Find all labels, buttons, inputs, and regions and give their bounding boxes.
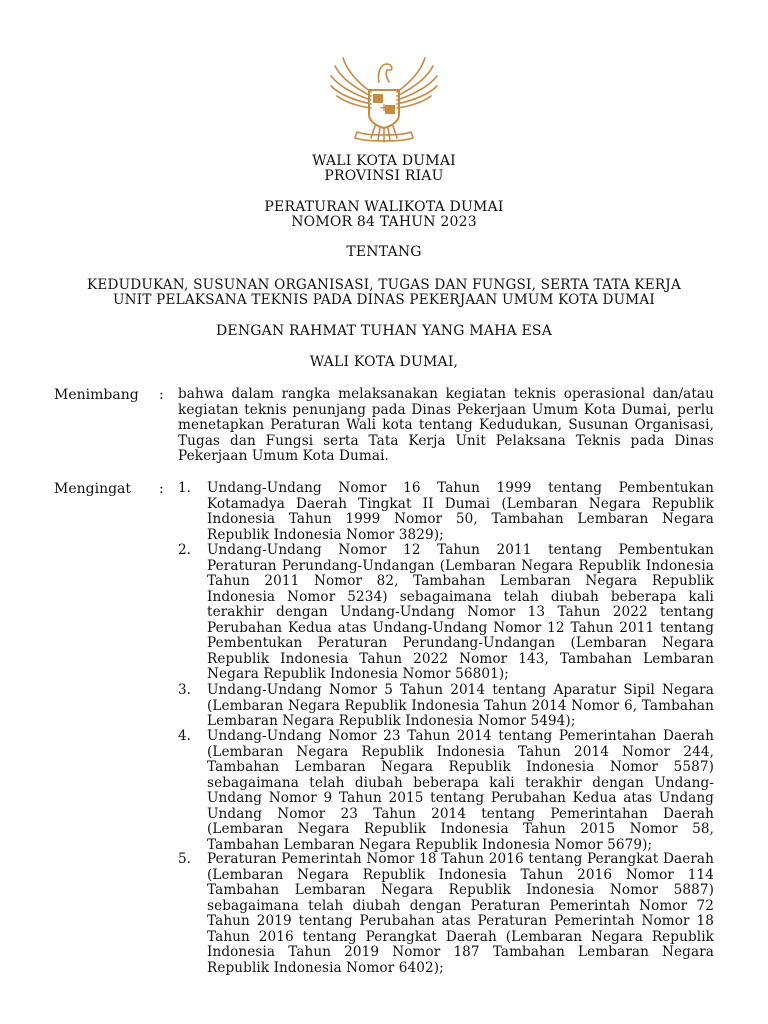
mengingat-label: Mengingat	[54, 481, 132, 497]
blessing-line: DENGAN RAHMAT TUHAN YANG MAHA ESA	[215, 323, 553, 339]
menimbang-label: Menimbang	[54, 387, 139, 403]
regulation-title: PERATURAN WALIKOTA DUMAI	[264, 199, 504, 215]
mengingat-colon: :	[159, 481, 164, 497]
subject-line-2: UNIT PELAKSANA TEKNIS PADA DINAS PEKERJAAN UMUM KOTA DUMAI	[113, 292, 655, 308]
list-item-text: Undang-Undang Nomor 23 Tahun 2014 tentang Pemerintahan Daerah (Lembaran Negara Republik Indonesia Tahun 2014 Nomor 244, Tambahan Lembaran Negara Republik Indonesia Nomor 5587) sebagaimana telah diubah beberapa kali terakhir dengan Undang-Undang Nomor 9 Tahun 2015 tentang Perubahan Kedua atas Undang Undang Nomor 23 Tahun 2014 tentang Pemerintahan Daerah (Lembaran Negara Republik Indonesia Tahun 2015 Nomor 58, Tambahan Lembaran Negara Republik Indonesia Nomor 5679);	[207, 728, 714, 853]
list-item-text: Undang-Undang Nomor 5 Tahun 2014 tentang Aparatur Sipil Negara (Lembaran Negara Republik Indonesia Tahun 2014 Nomor 6, Tambahan Lembaran Negara Republik Indonesia Nomor 5494);	[207, 682, 714, 729]
list-item-text: Peraturan Pemerintah Nomor 18 Tahun 2016 tentang Perangkat Daerah (Lembaran Negara Republik Indonesia Tahun 2016 Nomor 114 Tambahan Lembaran Negara Republik Indonesia Nomor 5887) sebagaimana telah diubah dengan Peraturan Pemerintah Nomor 72 Tahun 2019 tentang Perubahan atas Peraturan Pemerintah Nomor 18 Tahun 2016 tentang Perangkat Daerah (Lembaran Negara Republik Indonesia Tahun 2019 Nomor 187 Tambahan Lembaran Negara Republik Indonesia Nomor 6402);	[207, 851, 714, 976]
menimbang-text: bahwa dalam rangka melaksanakan kegiatan teknis operasional dan/atau kegiatan teknis penunjang pada Dinas Pekerjaan Umum Kota Dumai, perlu menetapkan Peraturan Wali kota tentang Kedudukan, Susunan Organisasi, Tugas dan Fungsi serta Tata Kerja Unit Pelaksana Teknis pada Dinas Pekerjaan Umum Kota Dumai.	[178, 386, 714, 465]
garuda-emblem-icon	[327, 52, 441, 144]
province-title: PROVINSI RIAU	[324, 168, 444, 184]
list-item-number: 1.	[178, 480, 191, 496]
list-item-number: 2.	[178, 542, 191, 558]
subject-line-1: KEDUDUKAN, SUSUNAN ORGANISASI, TUGAS DAN FUNGSI, SERTA TATA KERJA	[87, 277, 681, 293]
list-item-number: 3.	[178, 682, 191, 698]
about-heading: TENTANG	[346, 244, 422, 260]
list-item-text: Undang-Undang Nomor 16 Tahun 1999 tentang Pembentukan Kotamadya Daerah Tingkat II Dumai (Lembaran Negara Republik Indonesia Tahun 1999 Nomor 50, Tambahan Lembaran Negara Republik Indonesia Nomor 3829);	[207, 480, 714, 543]
menimbang-colon: :	[159, 387, 164, 403]
list-item-text: Undang-Undang Nomor 12 Tahun 2011 tentang Pembentukan Peraturan Perundang-Undangan (Lembaran Negara Republik Indonesia Tahun 2011 Nomor 82, Tambahan Lembaran Negara Republik Indonesia Nomor 5234) sebagaimana telah diubah beberapa kali terakhir dengan Undang-Undang Nomor 13 Tahun 2022 tentang Perubahan Kedua atas Undang-Undang Nomor 12 Tahun 2011 tentang Pembentukan Peraturan Perundang-Undangan (Lembaran Negara Republik Indonesia Tahun 2022 Nomor 143, Tambahan Lembaran Negara Republik Indonesia Nomor 56801);	[207, 542, 714, 682]
shield-cross: +	[379, 101, 389, 114]
authority-title: WALI KOTA DUMAI	[312, 153, 456, 169]
list-item-number: 5.	[178, 851, 191, 867]
authority-signature-line: WALI KOTA DUMAI,	[309, 354, 459, 370]
list-item-number: 4.	[178, 728, 191, 744]
regulation-number: NOMOR 84 TAHUN 2023	[291, 214, 477, 230]
